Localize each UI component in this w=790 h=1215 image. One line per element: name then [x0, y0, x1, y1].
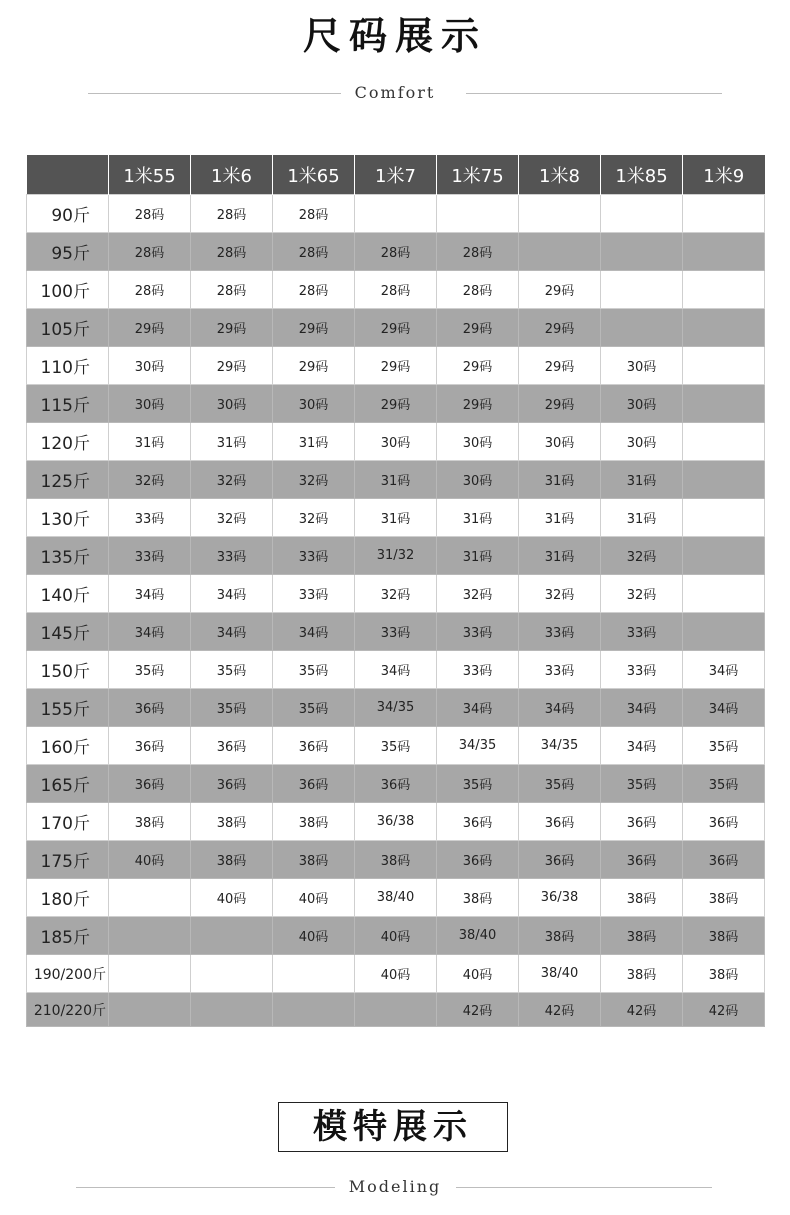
size-cell: 38码 [683, 917, 765, 955]
size-cell: 36码 [683, 803, 765, 841]
row-header-weight: 130斤 [27, 499, 109, 537]
size-cell: 30码 [601, 423, 683, 461]
table-row [27, 461, 765, 499]
size-chart-table [26, 155, 765, 1027]
row-header-weight: 135斤 [27, 537, 109, 575]
size-cell: 28码 [191, 195, 273, 233]
row-header-weight: 125斤 [27, 461, 109, 499]
table-row [27, 993, 765, 1027]
size-cell: 28码 [273, 195, 355, 233]
table-row [27, 385, 765, 423]
size-cell [683, 613, 765, 651]
size-cell [601, 271, 683, 309]
size-cell: 28码 [109, 271, 191, 309]
row-header-weight: 210/220斤 [27, 993, 109, 1027]
size-cell: 29码 [519, 385, 601, 423]
size-cell [683, 499, 765, 537]
table-row [27, 803, 765, 841]
size-cell: 32码 [519, 575, 601, 613]
table-row [27, 423, 765, 461]
size-cell: 36码 [519, 841, 601, 879]
size-cell [109, 917, 191, 955]
size-cell: 31码 [519, 461, 601, 499]
table-body [27, 195, 765, 1027]
size-cell: 35码 [355, 727, 437, 765]
size-cell: 33码 [519, 651, 601, 689]
size-cell: 35码 [191, 689, 273, 727]
size-cell: 42码 [601, 993, 683, 1027]
size-cell [273, 993, 355, 1027]
size-cell [683, 537, 765, 575]
size-cell [683, 461, 765, 499]
size-cell: 33码 [273, 575, 355, 613]
size-cell: 34/35 [355, 689, 437, 727]
size-cell: 34码 [355, 651, 437, 689]
size-cell: 38码 [601, 955, 683, 993]
size-cell: 40码 [191, 879, 273, 917]
size-cell: 34码 [109, 613, 191, 651]
table-row [27, 537, 765, 575]
size-cell: 29码 [437, 309, 519, 347]
size-cell: 31码 [519, 537, 601, 575]
row-header-weight: 145斤 [27, 613, 109, 651]
table-row [27, 765, 765, 803]
size-cell: 33码 [601, 613, 683, 651]
size-cell [601, 195, 683, 233]
corner-header [27, 155, 109, 195]
size-cell: 30码 [191, 385, 273, 423]
size-cell: 29码 [191, 309, 273, 347]
size-cell: 42码 [683, 993, 765, 1027]
size-cell: 29码 [109, 309, 191, 347]
table-row [27, 689, 765, 727]
size-cell: 35码 [601, 765, 683, 803]
row-header-weight: 165斤 [27, 765, 109, 803]
size-cell: 33码 [109, 537, 191, 575]
size-cell: 35码 [519, 765, 601, 803]
size-cell: 31码 [601, 499, 683, 537]
table-row [27, 347, 765, 385]
size-cell: 30码 [109, 385, 191, 423]
size-cell: 40码 [437, 955, 519, 993]
size-cell: 34码 [683, 689, 765, 727]
size-cell: 36码 [355, 765, 437, 803]
size-cell: 29码 [355, 347, 437, 385]
size-cell: 34码 [683, 651, 765, 689]
size-cell: 29码 [273, 309, 355, 347]
size-cell: 34码 [109, 575, 191, 613]
size-cell: 28码 [437, 233, 519, 271]
size-cell: 31码 [519, 499, 601, 537]
size-cell: 34/35 [519, 727, 601, 765]
size-cell: 32码 [437, 575, 519, 613]
size-cell [355, 195, 437, 233]
size-cell: 30码 [601, 385, 683, 423]
model-section-subtitle-row [0, 1177, 790, 1197]
row-header-weight: 110斤 [27, 347, 109, 385]
size-cell: 42码 [519, 993, 601, 1027]
size-cell: 33码 [191, 537, 273, 575]
size-cell: 28码 [355, 271, 437, 309]
size-cell: 31码 [437, 499, 519, 537]
size-cell: 38码 [683, 879, 765, 917]
size-cell [191, 917, 273, 955]
size-cell: 35码 [683, 765, 765, 803]
table-row [27, 575, 765, 613]
size-cell: 35码 [437, 765, 519, 803]
row-header-weight: 140斤 [27, 575, 109, 613]
size-cell: 36码 [109, 689, 191, 727]
size-cell: 36码 [601, 841, 683, 879]
size-cell: 35码 [683, 727, 765, 765]
size-cell: 29码 [355, 385, 437, 423]
table-row [27, 879, 765, 917]
model-section-title: 模特展示 [278, 1102, 508, 1152]
size-cell: 32码 [109, 461, 191, 499]
size-cell: 32码 [273, 499, 355, 537]
row-header-weight: 155斤 [27, 689, 109, 727]
size-cell: 42码 [437, 993, 519, 1027]
size-cell: 31码 [355, 499, 437, 537]
table-row [27, 233, 765, 271]
size-cell: 31码 [355, 461, 437, 499]
size-cell: 34码 [273, 613, 355, 651]
size-cell: 28码 [109, 233, 191, 271]
size-cell: 29码 [191, 347, 273, 385]
table-row [27, 727, 765, 765]
size-cell: 29码 [519, 347, 601, 385]
size-cell: 32码 [355, 575, 437, 613]
column-header-height: 1米7 [355, 155, 437, 195]
size-cell: 35码 [273, 689, 355, 727]
row-header-weight: 185斤 [27, 917, 109, 955]
size-cell: 35码 [273, 651, 355, 689]
row-header-weight: 95斤 [27, 233, 109, 271]
size-cell: 30码 [519, 423, 601, 461]
table-header-row [27, 155, 765, 195]
size-cell: 38/40 [437, 917, 519, 955]
column-header-height: 1米9 [683, 155, 765, 195]
size-cell: 36/38 [355, 803, 437, 841]
row-header-weight: 90斤 [27, 195, 109, 233]
column-header-height: 1米85 [601, 155, 683, 195]
size-cell [683, 309, 765, 347]
size-cell: 38码 [191, 841, 273, 879]
size-cell [273, 955, 355, 993]
size-cell: 28码 [273, 271, 355, 309]
size-cell: 29码 [437, 347, 519, 385]
subtitle-text: Comfort [341, 83, 450, 102]
size-cell: 38/40 [355, 879, 437, 917]
row-header-weight: 100斤 [27, 271, 109, 309]
column-header-height: 1米65 [273, 155, 355, 195]
size-cell: 32码 [191, 461, 273, 499]
size-cell: 30码 [355, 423, 437, 461]
size-cell: 38码 [437, 879, 519, 917]
size-cell: 31码 [601, 461, 683, 499]
row-header-weight: 190/200斤 [27, 955, 109, 993]
table-row [27, 613, 765, 651]
size-cell: 29码 [355, 309, 437, 347]
size-cell: 38码 [683, 955, 765, 993]
size-cell: 31码 [437, 537, 519, 575]
table-row [27, 195, 765, 233]
size-cell: 33码 [601, 651, 683, 689]
size-cell: 29码 [273, 347, 355, 385]
size-cell: 32码 [601, 575, 683, 613]
size-cell: 40码 [355, 917, 437, 955]
size-cell [519, 233, 601, 271]
size-cell: 34/35 [437, 727, 519, 765]
column-header-height: 1米6 [191, 155, 273, 195]
size-cell: 30码 [437, 461, 519, 499]
table-row [27, 841, 765, 879]
size-cell: 36码 [601, 803, 683, 841]
size-cell [683, 347, 765, 385]
size-cell [191, 955, 273, 993]
size-cell: 29码 [519, 271, 601, 309]
size-cell: 33码 [437, 613, 519, 651]
table-row [27, 651, 765, 689]
size-cell [683, 385, 765, 423]
size-cell: 38/40 [519, 955, 601, 993]
size-cell: 36码 [109, 727, 191, 765]
size-cell: 38码 [109, 803, 191, 841]
size-cell: 40码 [273, 879, 355, 917]
size-cell: 28码 [191, 233, 273, 271]
size-cell: 34码 [437, 689, 519, 727]
row-header-weight: 175斤 [27, 841, 109, 879]
table-row [27, 499, 765, 537]
row-header-weight: 115斤 [27, 385, 109, 423]
size-cell: 32码 [191, 499, 273, 537]
row-header-weight: 120斤 [27, 423, 109, 461]
size-cell: 40码 [273, 917, 355, 955]
size-cell: 38码 [273, 803, 355, 841]
size-cell [109, 955, 191, 993]
size-cell [191, 993, 273, 1027]
size-cell: 36码 [273, 727, 355, 765]
size-cell: 38码 [601, 879, 683, 917]
table-row [27, 955, 765, 993]
size-cell [683, 423, 765, 461]
row-header-weight: 160斤 [27, 727, 109, 765]
size-cell: 34码 [601, 689, 683, 727]
table-row [27, 271, 765, 309]
size-cell: 34码 [519, 689, 601, 727]
size-cell: 31码 [109, 423, 191, 461]
size-section-subtitle-row [0, 83, 790, 103]
size-cell [683, 195, 765, 233]
size-cell: 33码 [109, 499, 191, 537]
size-cell: 35码 [109, 651, 191, 689]
size-cell: 29码 [519, 309, 601, 347]
size-cell: 30码 [273, 385, 355, 423]
size-cell: 31/32 [355, 537, 437, 575]
size-cell: 36码 [273, 765, 355, 803]
size-cell: 36码 [437, 803, 519, 841]
size-cell: 36/38 [519, 879, 601, 917]
size-cell: 33码 [273, 537, 355, 575]
size-cell: 38码 [273, 841, 355, 879]
size-cell: 36码 [683, 841, 765, 879]
size-cell: 32码 [601, 537, 683, 575]
size-cell: 36码 [109, 765, 191, 803]
model-section-subtitle [0, 1177, 790, 1197]
size-cell: 28码 [109, 195, 191, 233]
size-cell: 34码 [191, 575, 273, 613]
size-cell: 31码 [191, 423, 273, 461]
size-cell [683, 271, 765, 309]
size-cell [519, 195, 601, 233]
size-section-title: 尺码展示 [302, 14, 487, 58]
size-cell [109, 993, 191, 1027]
size-cell: 36码 [519, 803, 601, 841]
size-cell: 36码 [191, 765, 273, 803]
size-cell: 28码 [437, 271, 519, 309]
size-cell: 38码 [601, 917, 683, 955]
size-cell: 31码 [273, 423, 355, 461]
size-cell [109, 879, 191, 917]
row-header-weight: 180斤 [27, 879, 109, 917]
column-header-height: 1米55 [109, 155, 191, 195]
size-cell: 28码 [355, 233, 437, 271]
size-cell: 33码 [355, 613, 437, 651]
size-cell: 33码 [437, 651, 519, 689]
row-header-weight: 105斤 [27, 309, 109, 347]
size-cell: 38码 [519, 917, 601, 955]
size-cell: 29码 [437, 385, 519, 423]
size-cell: 28码 [273, 233, 355, 271]
size-cell [601, 233, 683, 271]
size-cell: 34码 [191, 613, 273, 651]
size-cell: 40码 [109, 841, 191, 879]
size-cell: 34码 [601, 727, 683, 765]
size-cell: 33码 [519, 613, 601, 651]
size-cell: 38码 [355, 841, 437, 879]
size-cell: 38码 [191, 803, 273, 841]
size-section-subtitle [0, 83, 790, 103]
size-cell: 36码 [437, 841, 519, 879]
size-cell: 28码 [191, 271, 273, 309]
size-cell: 35码 [191, 651, 273, 689]
table-row [27, 309, 765, 347]
size-cell [437, 195, 519, 233]
size-cell: 32码 [273, 461, 355, 499]
size-cell [683, 575, 765, 613]
size-cell: 30码 [109, 347, 191, 385]
size-cell [683, 233, 765, 271]
row-header-weight: 170斤 [27, 803, 109, 841]
row-header-weight: 150斤 [27, 651, 109, 689]
column-header-height: 1米75 [437, 155, 519, 195]
table-row [27, 917, 765, 955]
size-cell: 40码 [355, 955, 437, 993]
size-cell [355, 993, 437, 1027]
size-cell: 30码 [437, 423, 519, 461]
column-header-height: 1米8 [519, 155, 601, 195]
size-cell: 30码 [601, 347, 683, 385]
size-cell: 36码 [191, 727, 273, 765]
subtitle-text: Modeling [335, 1177, 456, 1196]
size-cell [601, 309, 683, 347]
